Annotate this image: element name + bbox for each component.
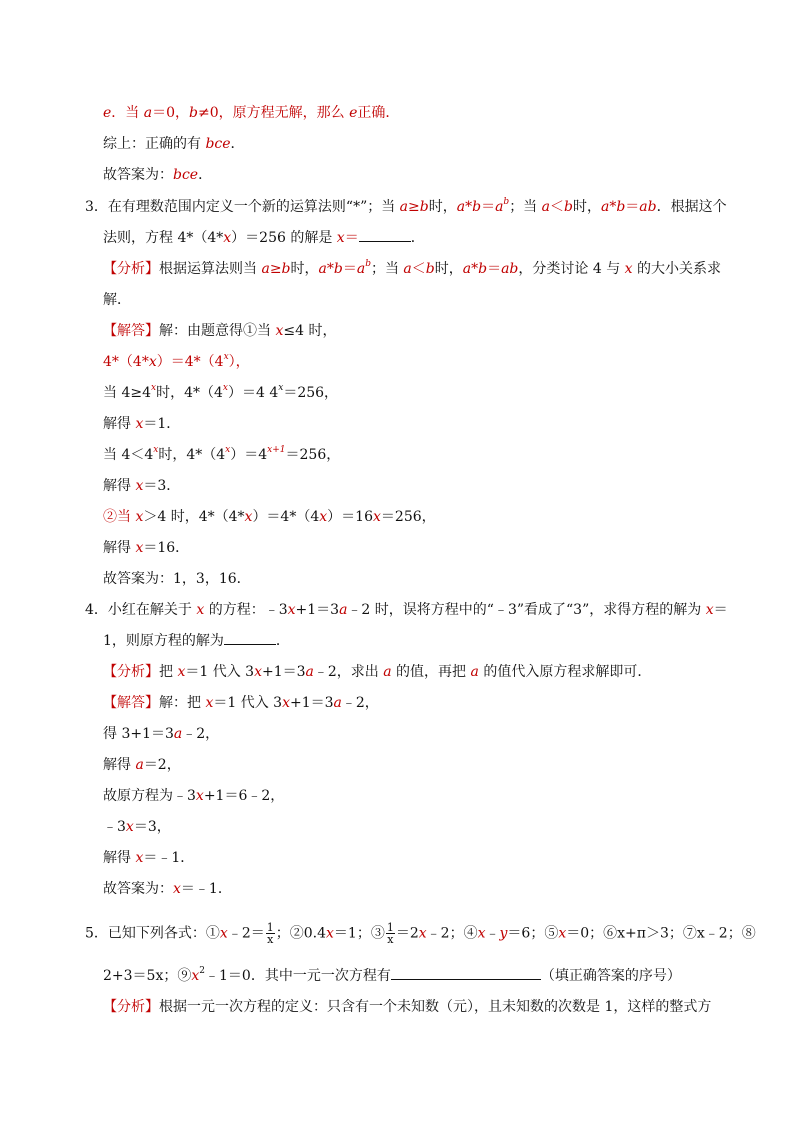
question-4-stem: 1，则原方程的解为 ．: [103, 633, 290, 649]
solution-line: $4*(4*x)=4*(4^x)$，: [103, 352, 250, 370]
fraction-one-over-x: $\frac{1}{x}$: [266, 921, 274, 946]
question-5-stem: 5．已知下列各式：①x﹣2＝ $\frac{1}{x}$ ；②0.4x＝1；③ $\frac{1}{x}$ ＝2x﹣2；④x﹣y＝6；⑤x＝0；⑥x+π＞3；⑦x﹣2；⑧: [85, 921, 756, 946]
analysis-line: 【分析】把 x＝1 代入 3x+1＝3a﹣2，求出 a 的值，再把 a 的值代入原方程求解即可．: [103, 664, 652, 680]
question-3-stem: 3．在有理数范围内定义一个新的运算法则“*”；当 a≥b时，$a*b=a^b$；当 a＜b时，a*b＝ab．根据这个: [85, 197, 727, 215]
solution-line: 解得 a＝2，: [103, 757, 181, 773]
question-3-stem: 法则，方程 4*（4*x）＝256 的解是 x＝ ．: [103, 230, 425, 246]
solution-line: 得 3+1＝3a﹣2，: [103, 726, 220, 742]
solution-line: 当 $4\ge 4^x$时，$4*(4^x)=4$ $4^x=256$，: [103, 383, 339, 401]
text-line: 故答案为：bce．: [103, 167, 213, 183]
solution-line: 故原方程为﹣3x+1＝6﹣2，: [103, 788, 285, 804]
solution-line: 【解答】解：把 x＝1 代入 3x+1＝3a﹣2，: [103, 695, 379, 711]
answer-blank[interactable]: [359, 229, 411, 242]
question-5-stem: 2+3＝5x；$⑨x^2﹣1=0$．其中一元一次方程有 （填正确答案的序号）: [103, 966, 681, 984]
solution-line: 故答案为：x＝﹣1．: [103, 881, 232, 897]
solution-line: ②当 x＞4 时，4*（4*x）＝4*（4x）＝16x＝256，: [103, 509, 436, 525]
answer-blank[interactable]: [224, 632, 276, 645]
analysis-line: 【分析】根据一元一次方程的定义：只含有一个未知数（元），且未知数的次数是 1，这样的整式方: [103, 999, 712, 1015]
analysis-line: 【分析】根据运算法则当 a≥b时，$a*b=a^b$；当 a＜b时，a*b＝ab，分类讨论 4 与 x 的大小关系求: [103, 259, 722, 277]
solution-line: 故答案为：1，3，16．: [103, 571, 251, 587]
answer-blank[interactable]: [391, 967, 541, 980]
fraction-one-over-x: $\frac{1}{x}$: [386, 921, 394, 946]
analysis-line: 解．: [103, 292, 131, 308]
solution-line: 【解答】解：由题意得①当 x≤4 时，: [103, 323, 337, 339]
solution-line: 解得 x＝1．: [103, 416, 181, 432]
solution-line: 解得 x＝﹣1．: [103, 850, 195, 866]
text-line: e．当 a＝0，b≠0，原方程无解，那么 e正确．: [103, 105, 400, 121]
text-line: 综上：正确的有 bce．: [103, 136, 245, 152]
solution-line: 解得 x＝3．: [103, 478, 181, 494]
solution-line: ﹣3x＝3，: [103, 819, 171, 835]
solution-line: 解得 x＝16．: [103, 540, 190, 556]
question-4-stem: 4．小红在解关于 x 的方程：﹣3x+1＝3a﹣2 时，误将方程中的“﹣3”看成了“3”，求得方程的解为 x＝: [85, 602, 728, 618]
solution-line: 当 $4<4^x$时，$4*(4^x)=4^{x+1}=256$，: [103, 445, 341, 463]
